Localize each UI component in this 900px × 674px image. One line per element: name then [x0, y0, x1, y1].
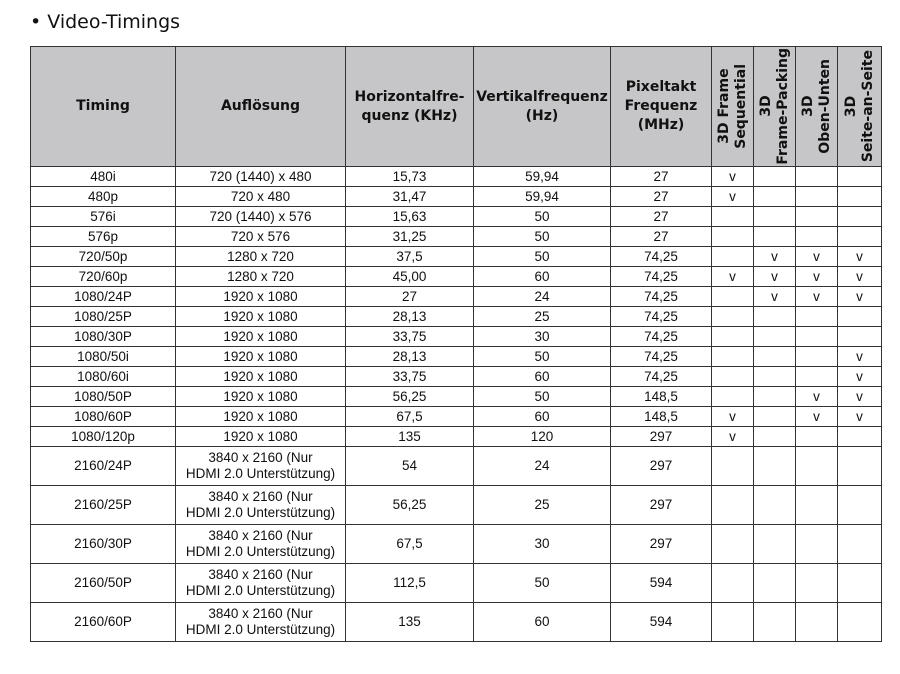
frame-sequential-cell — [712, 327, 754, 347]
vertical-frequency-cell: 50 — [474, 387, 611, 407]
pixel-clock-cell: 74,25 — [611, 247, 712, 267]
resolution-cell: 1920 x 1080 — [176, 327, 346, 347]
vertical-frequency-cell: 25 — [474, 486, 611, 525]
vertical-frequency-cell: 60 — [474, 407, 611, 427]
timing-cell: 2160/24P — [31, 447, 176, 486]
frame-sequential-cell — [712, 227, 754, 247]
frame-sequential-cell — [712, 287, 754, 307]
frame-sequential-cell — [712, 207, 754, 227]
horizontal-frequency-cell: 28,13 — [346, 347, 474, 367]
resolution-cell: 720 x 480 — [176, 187, 346, 207]
vertical-frequency-cell: 60 — [474, 603, 611, 642]
horizontal-frequency-cell: 56,25 — [346, 387, 474, 407]
horizontal-frequency-cell: 45,00 — [346, 267, 474, 287]
resolution-cell: 3840 x 2160 (Nur HDMI 2.0 Unterstützung) — [176, 564, 346, 603]
side-by-side-cell: v — [838, 407, 882, 427]
frame-sequential-cell — [712, 387, 754, 407]
side-by-side-cell: v — [838, 267, 882, 287]
vertical-frequency-cell: 50 — [474, 564, 611, 603]
timing-cell: 1080/25P — [31, 307, 176, 327]
horizontal-frequency-cell: 54 — [346, 447, 474, 486]
horizontal-frequency-cell: 67,5 — [346, 525, 474, 564]
timing-cell: 480i — [31, 167, 176, 187]
table-row — [31, 447, 882, 486]
frame-packing-cell — [754, 327, 796, 347]
table-row — [31, 227, 882, 247]
table-row — [31, 327, 882, 347]
frame-packing-cell — [754, 486, 796, 525]
timing-cell: 480p — [31, 187, 176, 207]
timing-cell: 2160/30P — [31, 525, 176, 564]
table-row — [31, 564, 882, 603]
table-row — [31, 207, 882, 227]
resolution-cell: 1920 x 1080 — [176, 367, 346, 387]
horizontal-frequency-cell: 15,63 — [346, 207, 474, 227]
frame-packing-cell — [754, 564, 796, 603]
table-row — [31, 407, 882, 427]
side-by-side-cell: v — [838, 247, 882, 267]
side-by-side-cell — [838, 207, 882, 227]
resolution-cell: 1920 x 1080 — [176, 387, 346, 407]
frame-packing-cell: v — [754, 287, 796, 307]
table-row — [31, 387, 882, 407]
horizontal-frequency-cell: 37,5 — [346, 247, 474, 267]
side-by-side-cell: v — [838, 367, 882, 387]
vertical-frequency-cell: 30 — [474, 525, 611, 564]
timing-cell: 1080/60P — [31, 407, 176, 427]
timing-cell: 1080/60i — [31, 367, 176, 387]
side-by-side-cell: v — [838, 347, 882, 367]
table-row — [31, 287, 882, 307]
pixel-clock-cell: 74,25 — [611, 267, 712, 287]
top-bottom-cell — [796, 603, 838, 642]
frame-sequential-cell — [712, 307, 754, 327]
horizontal-frequency-cell: 112,5 — [346, 564, 474, 603]
resolution-cell: 720 (1440) x 576 — [176, 207, 346, 227]
section-title: • Video-Timings — [30, 11, 181, 33]
top-bottom-cell — [796, 227, 838, 247]
timing-cell: 1080/30P — [31, 327, 176, 347]
table-body — [31, 167, 882, 642]
resolution-cell: 720 (1440) x 480 — [176, 167, 346, 187]
horizontal-frequency-cell: 33,75 — [346, 327, 474, 347]
top-bottom-cell — [796, 327, 838, 347]
frame-sequential-cell — [712, 486, 754, 525]
vertical-frequency-cell: 50 — [474, 207, 611, 227]
horizontal-frequency-cell: 33,75 — [346, 367, 474, 387]
header-pixel-clock: Pixeltakt Frequenz (MHz) — [611, 47, 712, 167]
side-by-side-cell — [838, 307, 882, 327]
vertical-frequency-cell: 59,94 — [474, 167, 611, 187]
table-row — [31, 307, 882, 327]
pixel-clock-cell: 297 — [611, 486, 712, 525]
table-row — [31, 267, 882, 287]
top-bottom-cell — [796, 207, 838, 227]
table-row — [31, 247, 882, 267]
top-bottom-cell: v — [796, 267, 838, 287]
timing-cell: 720/60p — [31, 267, 176, 287]
vertical-frequency-cell: 24 — [474, 287, 611, 307]
side-by-side-cell — [838, 447, 882, 486]
header-3d-frame-packing: 3D Frame-Packing — [754, 47, 796, 167]
vertical-frequency-cell: 60 — [474, 367, 611, 387]
horizontal-frequency-cell: 56,25 — [346, 486, 474, 525]
top-bottom-cell — [796, 307, 838, 327]
side-by-side-cell — [838, 427, 882, 447]
top-bottom-cell — [796, 447, 838, 486]
frame-sequential-cell: v — [712, 267, 754, 287]
resolution-cell: 3840 x 2160 (Nur HDMI 2.0 Unterstützung) — [176, 447, 346, 486]
frame-packing-cell — [754, 427, 796, 447]
resolution-cell: 1920 x 1080 — [176, 307, 346, 327]
top-bottom-cell — [796, 187, 838, 207]
frame-packing-cell — [754, 387, 796, 407]
timing-cell: 1080/24P — [31, 287, 176, 307]
top-bottom-cell — [796, 564, 838, 603]
vertical-frequency-cell: 60 — [474, 267, 611, 287]
vertical-frequency-cell: 24 — [474, 447, 611, 486]
top-bottom-cell — [796, 167, 838, 187]
timing-cell: 2160/50P — [31, 564, 176, 603]
video-timings-table — [30, 46, 882, 642]
frame-packing-cell — [754, 525, 796, 564]
top-bottom-cell: v — [796, 387, 838, 407]
side-by-side-cell — [838, 167, 882, 187]
horizontal-frequency-cell: 28,13 — [346, 307, 474, 327]
top-bottom-cell — [796, 427, 838, 447]
side-by-side-cell — [838, 564, 882, 603]
header-horizontal-frequency: Horizontalfre- quenz (KHz) — [346, 47, 474, 167]
pixel-clock-cell: 74,25 — [611, 367, 712, 387]
pixel-clock-cell: 74,25 — [611, 307, 712, 327]
frame-sequential-cell: v — [712, 427, 754, 447]
pixel-clock-cell: 27 — [611, 187, 712, 207]
horizontal-frequency-cell: 27 — [346, 287, 474, 307]
table-row — [31, 167, 882, 187]
resolution-cell: 1280 x 720 — [176, 267, 346, 287]
pixel-clock-cell: 74,25 — [611, 287, 712, 307]
side-by-side-cell: v — [838, 287, 882, 307]
timing-cell: 1080/50i — [31, 347, 176, 367]
frame-sequential-cell — [712, 247, 754, 267]
horizontal-frequency-cell: 31,25 — [346, 227, 474, 247]
timing-cell: 2160/60P — [31, 603, 176, 642]
frame-sequential-cell: v — [712, 167, 754, 187]
timing-cell: 1080/120p — [31, 427, 176, 447]
horizontal-frequency-cell: 135 — [346, 427, 474, 447]
side-by-side-cell — [838, 603, 882, 642]
frame-packing-cell — [754, 187, 796, 207]
frame-sequential-cell — [712, 367, 754, 387]
vertical-frequency-cell: 50 — [474, 347, 611, 367]
frame-packing-cell: v — [754, 267, 796, 287]
pixel-clock-cell: 27 — [611, 167, 712, 187]
table-row — [31, 367, 882, 387]
top-bottom-cell: v — [796, 407, 838, 427]
horizontal-frequency-cell: 15,73 — [346, 167, 474, 187]
timing-cell: 2160/25P — [31, 486, 176, 525]
table-row — [31, 486, 882, 525]
pixel-clock-cell: 594 — [611, 564, 712, 603]
timing-cell: 576p — [31, 227, 176, 247]
resolution-cell: 3840 x 2160 (Nur HDMI 2.0 Unterstützung) — [176, 525, 346, 564]
top-bottom-cell — [796, 367, 838, 387]
table-row — [31, 187, 882, 207]
frame-sequential-cell — [712, 603, 754, 642]
frame-packing-cell — [754, 307, 796, 327]
frame-sequential-cell — [712, 564, 754, 603]
side-by-side-cell: v — [838, 387, 882, 407]
frame-packing-cell — [754, 347, 796, 367]
top-bottom-cell: v — [796, 287, 838, 307]
resolution-cell: 720 x 576 — [176, 227, 346, 247]
header-resolution: Auflösung — [176, 47, 346, 167]
top-bottom-cell — [796, 486, 838, 525]
pixel-clock-cell: 74,25 — [611, 327, 712, 347]
pixel-clock-cell: 297 — [611, 525, 712, 564]
pixel-clock-cell: 297 — [611, 447, 712, 486]
frame-sequential-cell: v — [712, 407, 754, 427]
resolution-cell: 1280 x 720 — [176, 247, 346, 267]
resolution-cell: 1920 x 1080 — [176, 347, 346, 367]
side-by-side-cell — [838, 486, 882, 525]
timing-cell: 720/50p — [31, 247, 176, 267]
header-vertical-frequency: Vertikalfrequenz (Hz) — [474, 47, 611, 167]
table-row — [31, 347, 882, 367]
table-row — [31, 427, 882, 447]
frame-packing-cell — [754, 603, 796, 642]
header-timing: Timing — [31, 47, 176, 167]
pixel-clock-cell: 594 — [611, 603, 712, 642]
pixel-clock-cell: 148,5 — [611, 387, 712, 407]
frame-packing-cell — [754, 207, 796, 227]
resolution-cell: 1920 x 1080 — [176, 287, 346, 307]
header-3d-frame-sequential: 3D Frame Sequential — [712, 47, 754, 167]
resolution-cell: 3840 x 2160 (Nur HDMI 2.0 Unterstützung) — [176, 603, 346, 642]
top-bottom-cell: v — [796, 247, 838, 267]
frame-packing-cell — [754, 167, 796, 187]
vertical-frequency-cell: 50 — [474, 227, 611, 247]
top-bottom-cell — [796, 525, 838, 564]
horizontal-frequency-cell: 67,5 — [346, 407, 474, 427]
side-by-side-cell — [838, 327, 882, 347]
table-row — [31, 603, 882, 642]
vertical-frequency-cell: 30 — [474, 327, 611, 347]
frame-sequential-cell — [712, 525, 754, 564]
pixel-clock-cell: 27 — [611, 207, 712, 227]
pixel-clock-cell: 297 — [611, 427, 712, 447]
top-bottom-cell — [796, 347, 838, 367]
pixel-clock-cell: 27 — [611, 227, 712, 247]
table-header-row — [31, 47, 882, 167]
side-by-side-cell — [838, 525, 882, 564]
table-row — [31, 525, 882, 564]
frame-sequential-cell — [712, 447, 754, 486]
side-by-side-cell — [838, 227, 882, 247]
vertical-frequency-cell: 25 — [474, 307, 611, 327]
timing-cell: 1080/50P — [31, 387, 176, 407]
resolution-cell: 1920 x 1080 — [176, 407, 346, 427]
timing-cell: 576i — [31, 207, 176, 227]
pixel-clock-cell: 74,25 — [611, 347, 712, 367]
vertical-frequency-cell: 50 — [474, 247, 611, 267]
horizontal-frequency-cell: 31,47 — [346, 187, 474, 207]
side-by-side-cell — [838, 187, 882, 207]
frame-packing-cell — [754, 447, 796, 486]
resolution-cell: 1920 x 1080 — [176, 427, 346, 447]
frame-sequential-cell — [712, 347, 754, 367]
frame-packing-cell — [754, 407, 796, 427]
frame-packing-cell — [754, 367, 796, 387]
resolution-cell: 3840 x 2160 (Nur HDMI 2.0 Unterstützung) — [176, 486, 346, 525]
frame-sequential-cell: v — [712, 187, 754, 207]
vertical-frequency-cell: 120 — [474, 427, 611, 447]
frame-packing-cell: v — [754, 247, 796, 267]
pixel-clock-cell: 148,5 — [611, 407, 712, 427]
vertical-frequency-cell: 59,94 — [474, 187, 611, 207]
header-3d-side-by-side: 3D Seite-an-Seite — [838, 47, 882, 167]
header-3d-top-bottom: 3D Oben-Unten — [796, 47, 838, 167]
frame-packing-cell — [754, 227, 796, 247]
horizontal-frequency-cell: 135 — [346, 603, 474, 642]
